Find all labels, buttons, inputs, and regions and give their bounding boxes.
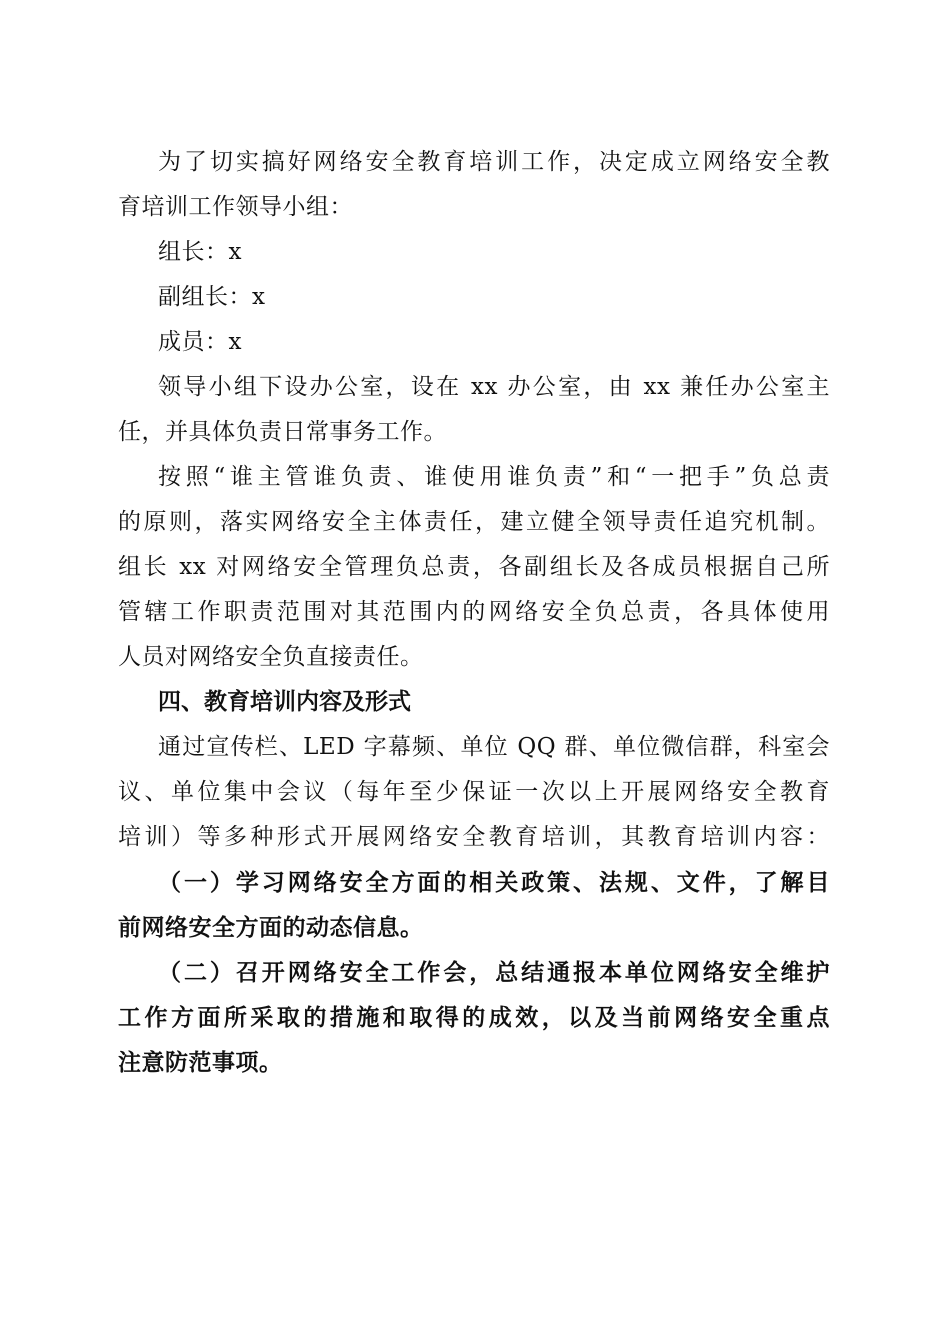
members-line: 成员：x [158, 329, 242, 355]
document-page [118, 140, 830, 1085]
paragraph-line: 按照“谁主管谁负责、谁使用谁负责”和“一把手”负总责 [158, 464, 830, 490]
list-item-line: （二）召开网络安全工作会，总结通报本单位网络安全维护 [158, 959, 830, 986]
paragraph-line: 的原则，落实网络安全主体责任，建立健全领导责任追究机制。 [118, 509, 830, 535]
paragraph-line: 育培训工作领导小组： [118, 194, 353, 220]
paragraph-line: 任，并具体负责日常事务工作。 [118, 419, 447, 445]
paragraph-line: 议、单位集中会议（每年至少保证一次以上开展网络安全教育 [118, 779, 830, 805]
paragraph-line: 人员对网络安全负直接责任。 [118, 644, 424, 670]
paragraph-line: 培训）等多种形式开展网络安全教育培训，其教育培训内容： [118, 824, 830, 850]
list-item-line: 注意防范事项。 [118, 1049, 283, 1076]
paragraph-line: 组长 xx 对网络安全管理负总责，各副组长及各成员根据自己所 [118, 554, 830, 580]
paragraph-line: 领导小组下设办公室，设在 xx 办公室，由 xx 兼任办公室主 [158, 374, 830, 400]
list-item-line: 前网络安全方面的动态信息。 [118, 914, 424, 941]
section-heading: 四、教育培训内容及形式 [158, 689, 411, 715]
paragraph-line: 通过宣传栏、LED 字幕频、单位 QQ 群、单位微信群，科室会 [158, 734, 830, 760]
list-item-line: 工作方面所采取的措施和取得的成效，以及当前网络安全重点 [118, 1004, 830, 1031]
list-item-line: （一）学习网络安全方面的相关政策、法规、文件，了解目 [158, 869, 830, 896]
paragraph-line: 为了切实搞好网络安全教育培训工作，决定成立网络安全教 [158, 149, 830, 175]
deputy-leader-line: 副组长：x [158, 284, 266, 310]
leader-line: 组长：x [158, 239, 242, 265]
paragraph-line: 管辖工作职责范围对其范围内的网络安全负总责，各具体使用 [118, 599, 830, 625]
